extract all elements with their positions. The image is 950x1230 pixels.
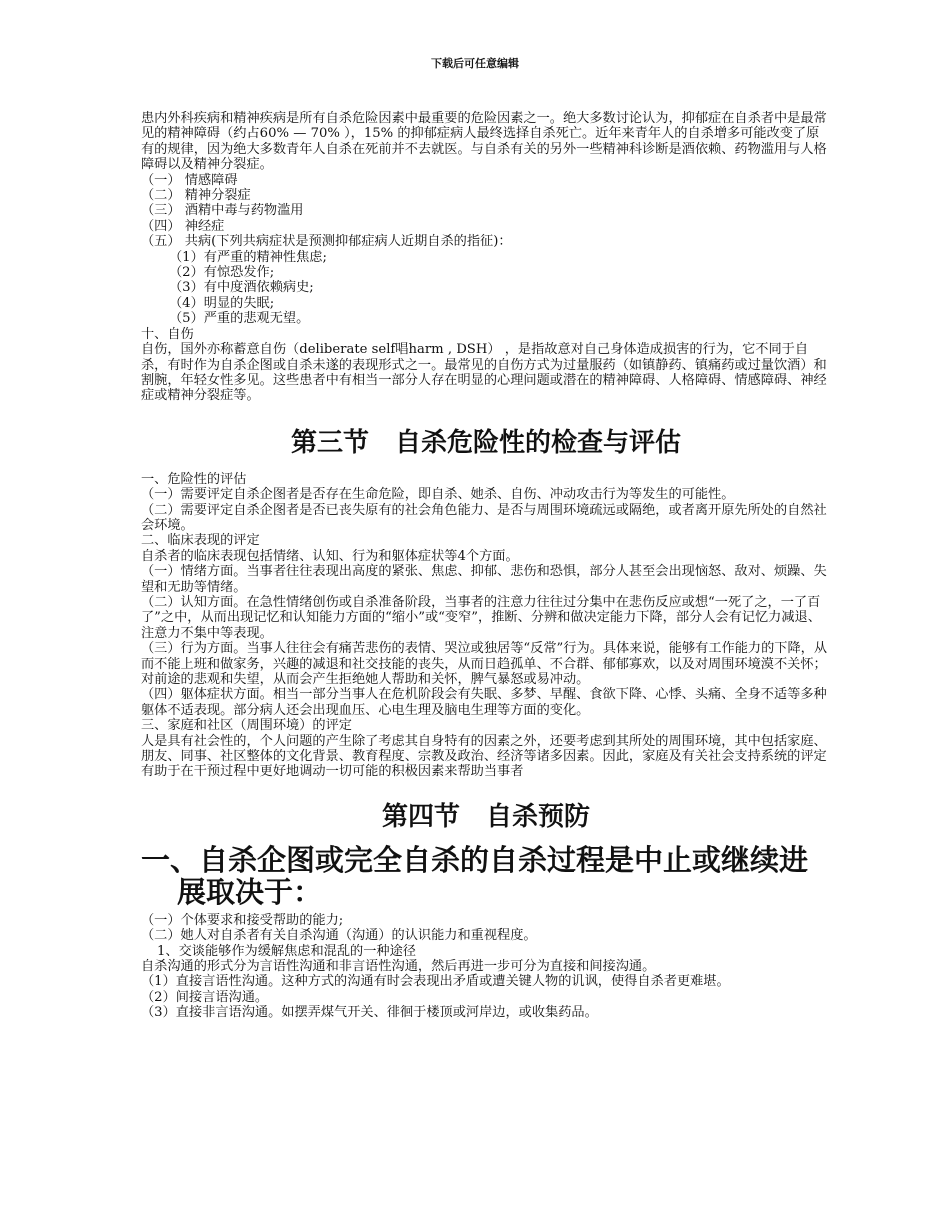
section3-line: （二）需要评定自杀企图者是否已丧失原有的社会角色能力、是否与周围环境疏远或隔绝，或者离开原先所处的自然社会环境。: [141, 502, 827, 533]
section3-line: 三、家庭和社区（周围环境）的评定: [141, 718, 352, 734]
section3-line: 人是具有社会性的，个人问题的产生除了考虑其自身特有的因素之外，还要考虑到其所处的周围环境，其中包括家庭、朋友、同事、社区整体的文化背景、教育程度、宗教及政治、经济等诸多因素。因此，家庭及有关社会支持系统的评定有助于在干预过程中更好地调动一切可能的积极因素来帮助当事者: [141, 733, 827, 780]
section4-line: （1）直接言语性沟通。这种方式的沟通有时会表现出矛盾或遭关键人物的讥讽，使得自杀者更难堪。: [141, 974, 730, 990]
list-item: （五） 共病(下列共病症状是预测抑郁症病人近期自杀的指征)：: [141, 234, 512, 250]
section4-line: （二）她人对自杀者有关自杀沟通（沟通）的认识能力和重视程度。: [141, 928, 537, 944]
section4-line: 自杀沟通的形式分为言语性沟通和非言语性沟通，然后再进一步可分为直接和间接沟通。: [141, 959, 656, 975]
section3-line: （一）需要评定自杀企图者是否存在生命危险，即自杀、她杀、自伤、冲动攻击行为等发生的可能性。: [141, 487, 735, 503]
section4-line: （2）间接言语沟通。: [141, 989, 269, 1005]
sublist-item: （1）有严重的精神性焦虑;: [169, 249, 327, 265]
list-item: （四） 神经症: [141, 218, 225, 234]
sublist-item: （2）有惊恐发作;: [169, 265, 275, 281]
section3-line: （三）行为方面。当事人往往会有痛苦悲伤的表情、哭泣或独居等“反常”行为。具体来说，能够有工作能力的下降，从而不能上班和做家务，兴趣的减退和社交技能的丧失，从而日趋孤单、不合群、郁郁寡欢，以及对周围环境漠不关怀；对前途的悲观和失望，从而会产生拒绝她人帮助和关怀，脾气暴怒或易冲动。: [141, 641, 828, 687]
section3-line: 二、临床表现的评定: [141, 533, 260, 549]
sublist-item: （3）有中度酒依赖病史;: [169, 280, 314, 296]
section4-indented-line: 1、交谈能够作为缓解焦虑和混乱的一种途径: [157, 943, 416, 959]
list-item: （一） 情感障碍: [141, 172, 238, 188]
section3-title: 第三节 自杀危险性的检查与评估: [290, 427, 681, 458]
section4-big-heading: 一、自杀企图或完全自杀的自杀过程是中止或继续进展取决于：: [141, 842, 809, 909]
sublist-item: （4）明显的失眠;: [169, 295, 275, 311]
document-body: [141, 111, 831, 1021]
section3-line: （四）躯体症状方面。相当一部分当事人在危机阶段会有失眠、多梦、早醒、食欲下降、心悸、头痛、全身不适等多种躯体不适表现。部分病人还会出现血压、心电生理及脑电生理等方面的变化。: [141, 687, 827, 718]
section4-line: （3）直接非言语沟通。如摆弄煤气开关、徘徊于楼顶或河岸边，或收集药品。: [141, 1005, 598, 1021]
sublist-item: （5）严重的悲观无望。: [169, 311, 310, 327]
section3-line: （二）认知方面。在急性情绪创伤或自杀准备阶段，当事者的注意力往往过分集中在悲伤反应或想“一死了之，一了百了”之中，从而出现记忆和认知能力方面的“缩小”或“变窄”，推断、分辨和做决定能力下降，部分人会有记忆力减退、注意力不集中等表现。: [141, 594, 821, 641]
selfharm-paragraph: 自伤，国外亦称蓄意自伤（deliberate self唱harm , DSH） ，是指故意对自己身体造成损害的行为，它不同于自杀，有时作为自杀企图或自杀未遂的表现形式之一。最常见的自伤方式为过量服药（如镇静药、镇痛药或过量饮酒）和割腕，年轻女性多见。这些患者中有相当一部分人存在明显的心理问题或潜在的精神障碍、人格障碍、情感障碍、神经症或精神分裂症等。: [141, 342, 827, 404]
page-header: 下载后可任意编辑: [431, 57, 519, 70]
section3-line: （一）情绪方面。当事者往往表现出高度的紧张、焦虑、抑郁、悲伤和恐惧，部分人甚至会出现恼怒、敌对、烦躁、失望和无助等情绪。: [141, 564, 827, 595]
section3-line: 一、危险性的评估: [141, 471, 247, 487]
list-item: （三） 酒精中毒与药物滥用: [141, 203, 304, 219]
list-item: （二） 精神分裂症: [141, 188, 251, 204]
section4-line: （一）个体要求和接受帮助的能力;: [141, 912, 344, 928]
selfharm-heading: 十、自伤: [141, 326, 194, 342]
section4-title: 第四节 自杀预防: [381, 801, 590, 832]
section3-line: 自杀者的临床表现包括情绪、认知、行为和躯体症状等4个方面。: [141, 548, 519, 564]
intro-paragraph: 患内外科疾病和精神疾病是所有自杀危险因素中最重要的危险因素之一。绝大多数讨论认为，抑郁症在自杀者中是最常见的精神障碍（约占60% — 70% ），15% 的抑郁症病人最终选择自杀死亡。近年来青年人的自杀增多可能改变了原有的规律，因为绝大多数青年人自杀在死前并不去就医。与自杀有关的另外一些精神科诊断是酒依赖、药物滥用与人格障碍以及精神分裂症。: [141, 111, 827, 173]
